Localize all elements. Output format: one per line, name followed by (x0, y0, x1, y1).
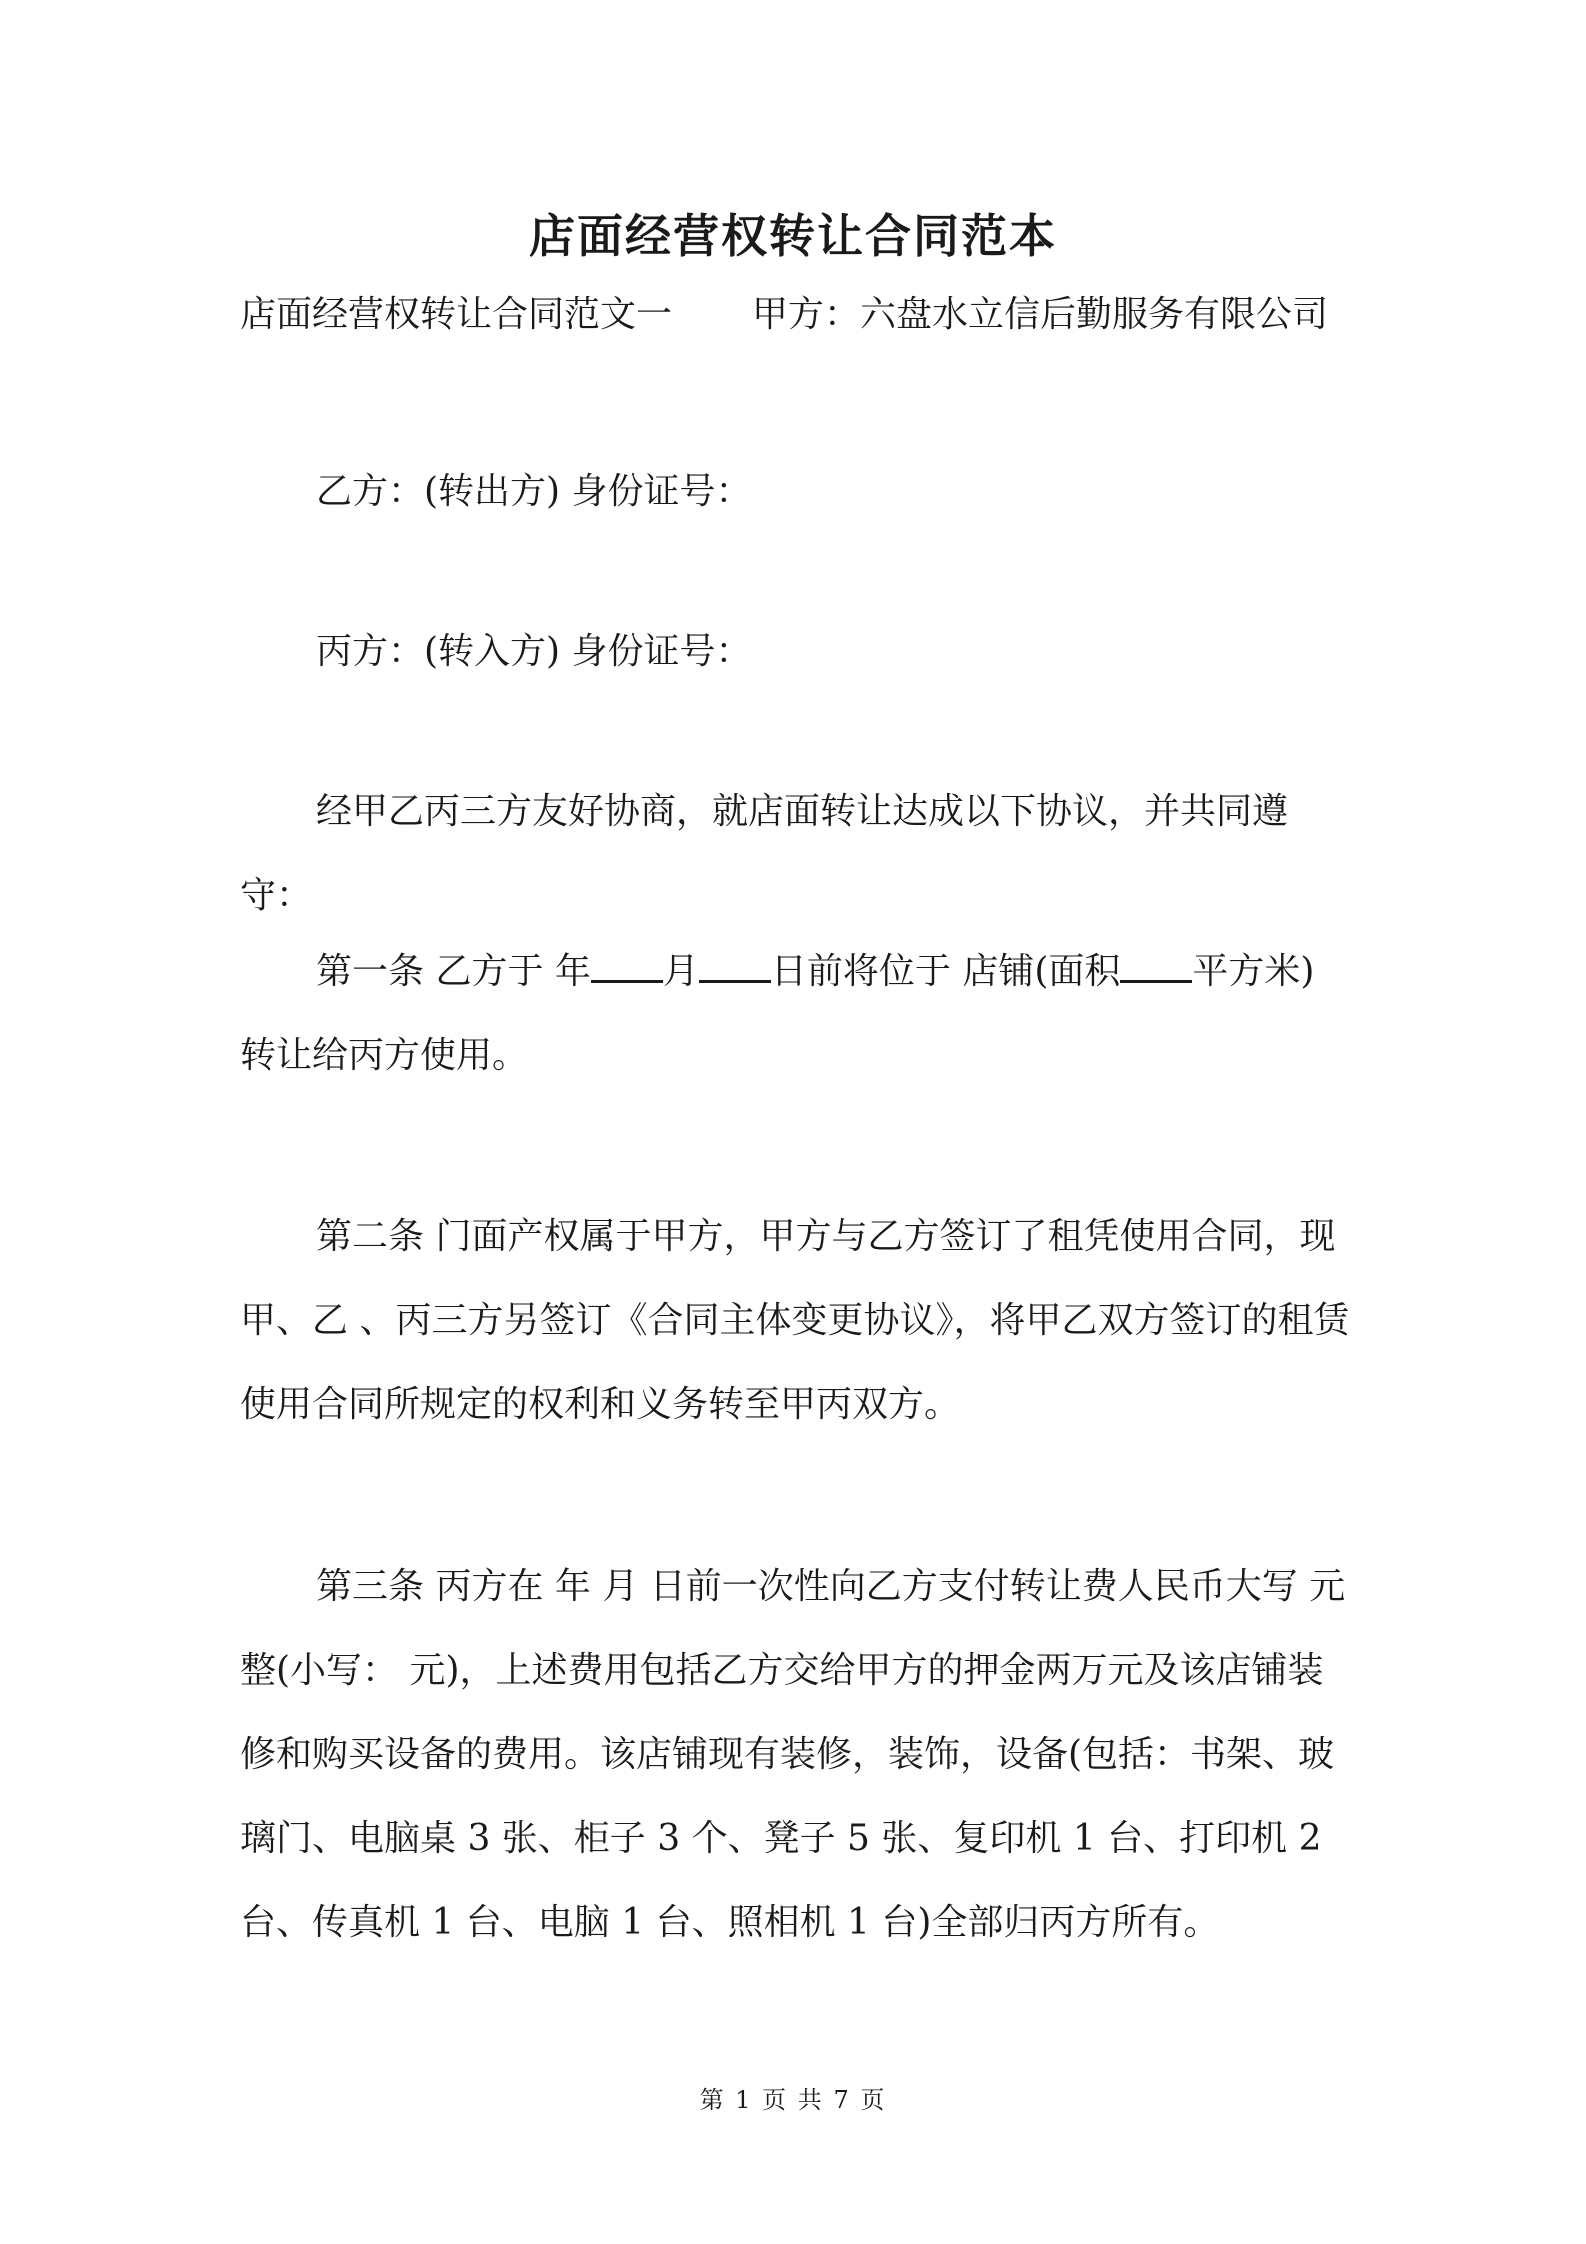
party-a-line: 甲方：六盘水立信后勤服务有限公司 (752, 294, 1329, 335)
party-c-line: 丙方：(转入方) 身份证号： (316, 631, 752, 672)
subtitle-row (240, 280, 1350, 350)
page-number: 第 1 页 共 7 页 (699, 2086, 887, 2114)
party-b-line: 乙方：(转出方) 身份证号： (316, 471, 752, 512)
intro-paragraph: 经甲乙丙三方友好协商，就店面转让达成以下协议，并共同遵守： (240, 791, 1289, 916)
article-1-part-3: 日前将位于 店铺(面积 (770, 951, 1121, 992)
blank-month (591, 944, 663, 983)
article-1-part-2: 月 (662, 951, 699, 992)
blank-day (699, 944, 771, 983)
document-title: 店面经营权转让合同范本 (529, 209, 1057, 263)
blank-area (1120, 944, 1192, 983)
article-2: 第二条 门面产权属于甲方，甲方与乙方签订了租凭使用合同，现甲、乙 、丙三方另签订《合同主体变更协议》，将甲乙双方签订的租赁使用合同所规定的权利和义务转至甲丙双方。 (240, 1216, 1350, 1425)
article-3: 第三条 丙方在 年 月 日前一次性向乙方支付转让费人民币大写 元整(小写： 元)，上述费用包括乙方交给甲方的押金两万元及该店铺装修和购买设备的费用。该店铺现有装修，装饰，设备(包括：书架、玻璃门、电脑桌 3 张、柜子 3 个、凳子 5 张、复印机 1 台、打印机 2 台、传真机 1 台、电脑 1 台、照相机 1 台)全部归丙方所有。 (240, 1566, 1346, 1943)
article-1-part-4: 平方米)转让给丙方使用。 (240, 951, 1315, 1076)
subtitle-left: 店面经营权转让合同范文一 (240, 294, 673, 335)
article-1-part-1: 第一条 乙方于 年 (316, 951, 591, 992)
article-1 (240, 930, 1350, 1098)
